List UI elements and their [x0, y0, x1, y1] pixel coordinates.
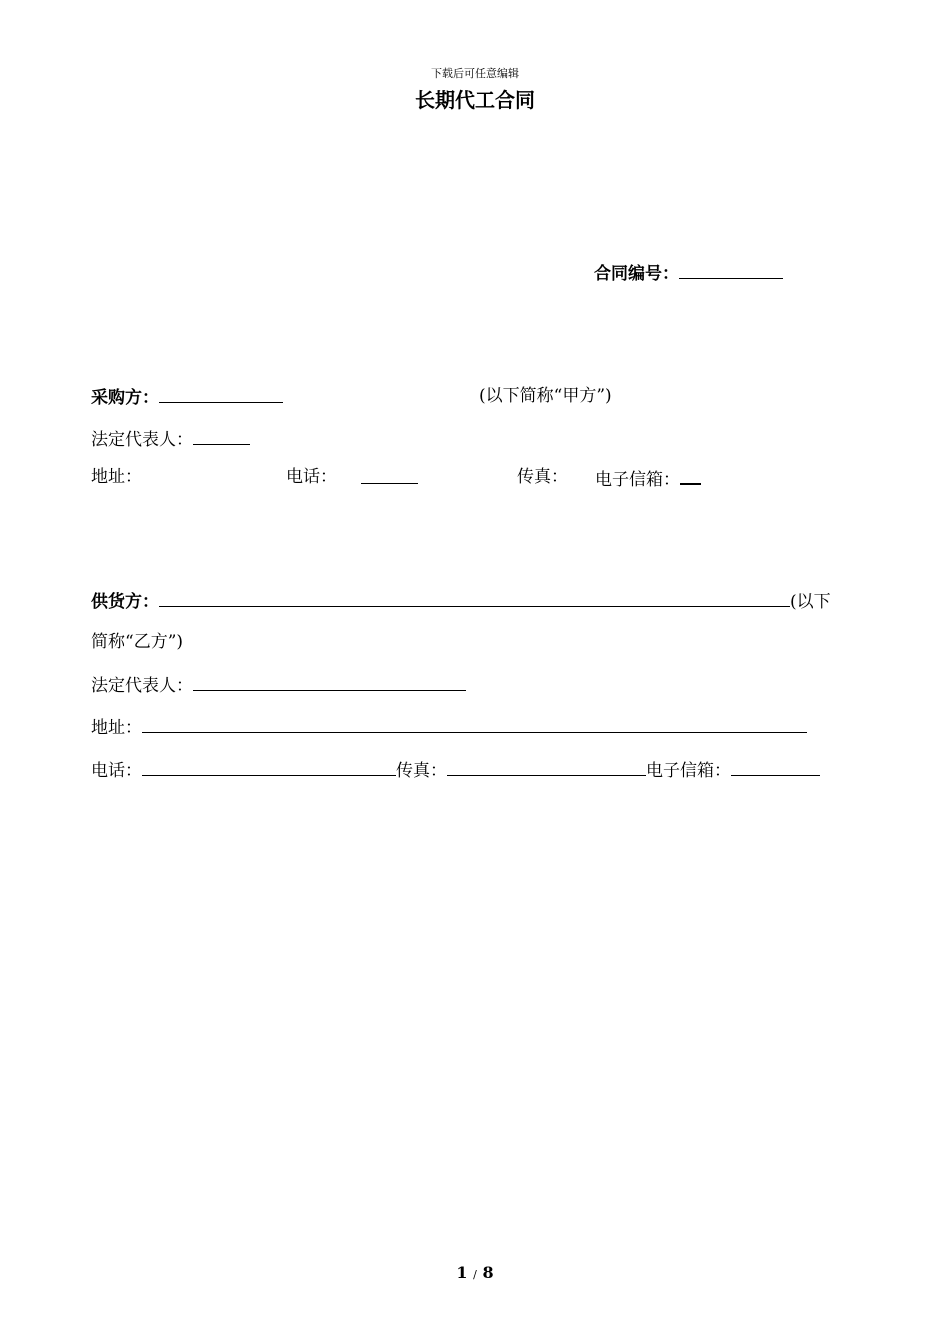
- party-a-name-blank[interactable]: [159, 384, 283, 403]
- party-a-alias: (以下简称“甲方”): [479, 386, 612, 406]
- party-a-row: [91, 384, 283, 410]
- party-b-name-blank[interactable]: [159, 588, 790, 607]
- header-note: 下载后可任意编辑: [431, 67, 519, 80]
- party-a-email-blank[interactable]: [680, 465, 701, 485]
- contract-number-label: 合同编号：: [594, 264, 679, 284]
- party-a-phone-label: 电话：: [286, 467, 337, 487]
- party-b-rep-label: 法定代表人：: [91, 676, 193, 696]
- party-b-rep-row: [91, 672, 466, 698]
- party-a-email-row: [595, 465, 701, 492]
- party-b-alias-end: 简称“乙方”): [91, 632, 184, 652]
- page-separator: /: [473, 1268, 477, 1281]
- contract-number-row: [594, 260, 783, 286]
- page-current: 1: [456, 1263, 468, 1282]
- party-a-phone-blank[interactable]: [361, 465, 418, 484]
- party-a-fax-label: 传真：: [517, 467, 568, 487]
- party-a-rep-blank[interactable]: [193, 426, 250, 445]
- party-b-address-label: 地址：: [91, 718, 142, 738]
- party-b-phone-blank[interactable]: [142, 757, 396, 776]
- party-a-phone-blank-wrap: [361, 465, 418, 491]
- party-b-label: 供货方：: [91, 592, 159, 612]
- party-a-rep-label: 法定代表人：: [91, 430, 193, 450]
- party-a-email-label: 电子信箱：: [595, 470, 680, 490]
- party-b-alias-start: (以下: [790, 592, 831, 612]
- party-a-address-label: 地址：: [91, 467, 142, 487]
- party-a-rep-row: [91, 426, 250, 452]
- party-b-address-row: [91, 714, 807, 740]
- party-b-fax-blank[interactable]: [447, 757, 646, 776]
- party-b-email-blank[interactable]: [731, 757, 820, 776]
- document-title: 长期代工合同: [415, 88, 535, 112]
- contract-number-blank[interactable]: [679, 260, 783, 279]
- party-a-label: 采购方：: [91, 388, 159, 408]
- party-b-email-label: 电子信箱：: [646, 761, 731, 781]
- party-b-contact-row: [91, 757, 820, 783]
- party-b-phone-label: 电话：: [91, 761, 142, 781]
- page-number: [0, 1262, 950, 1286]
- party-b-rep-blank[interactable]: [193, 672, 466, 691]
- party-b-row: [91, 588, 831, 614]
- party-b-fax-label: 传真：: [396, 761, 447, 781]
- party-b-address-blank[interactable]: [142, 714, 807, 733]
- page-total: 8: [482, 1263, 494, 1282]
